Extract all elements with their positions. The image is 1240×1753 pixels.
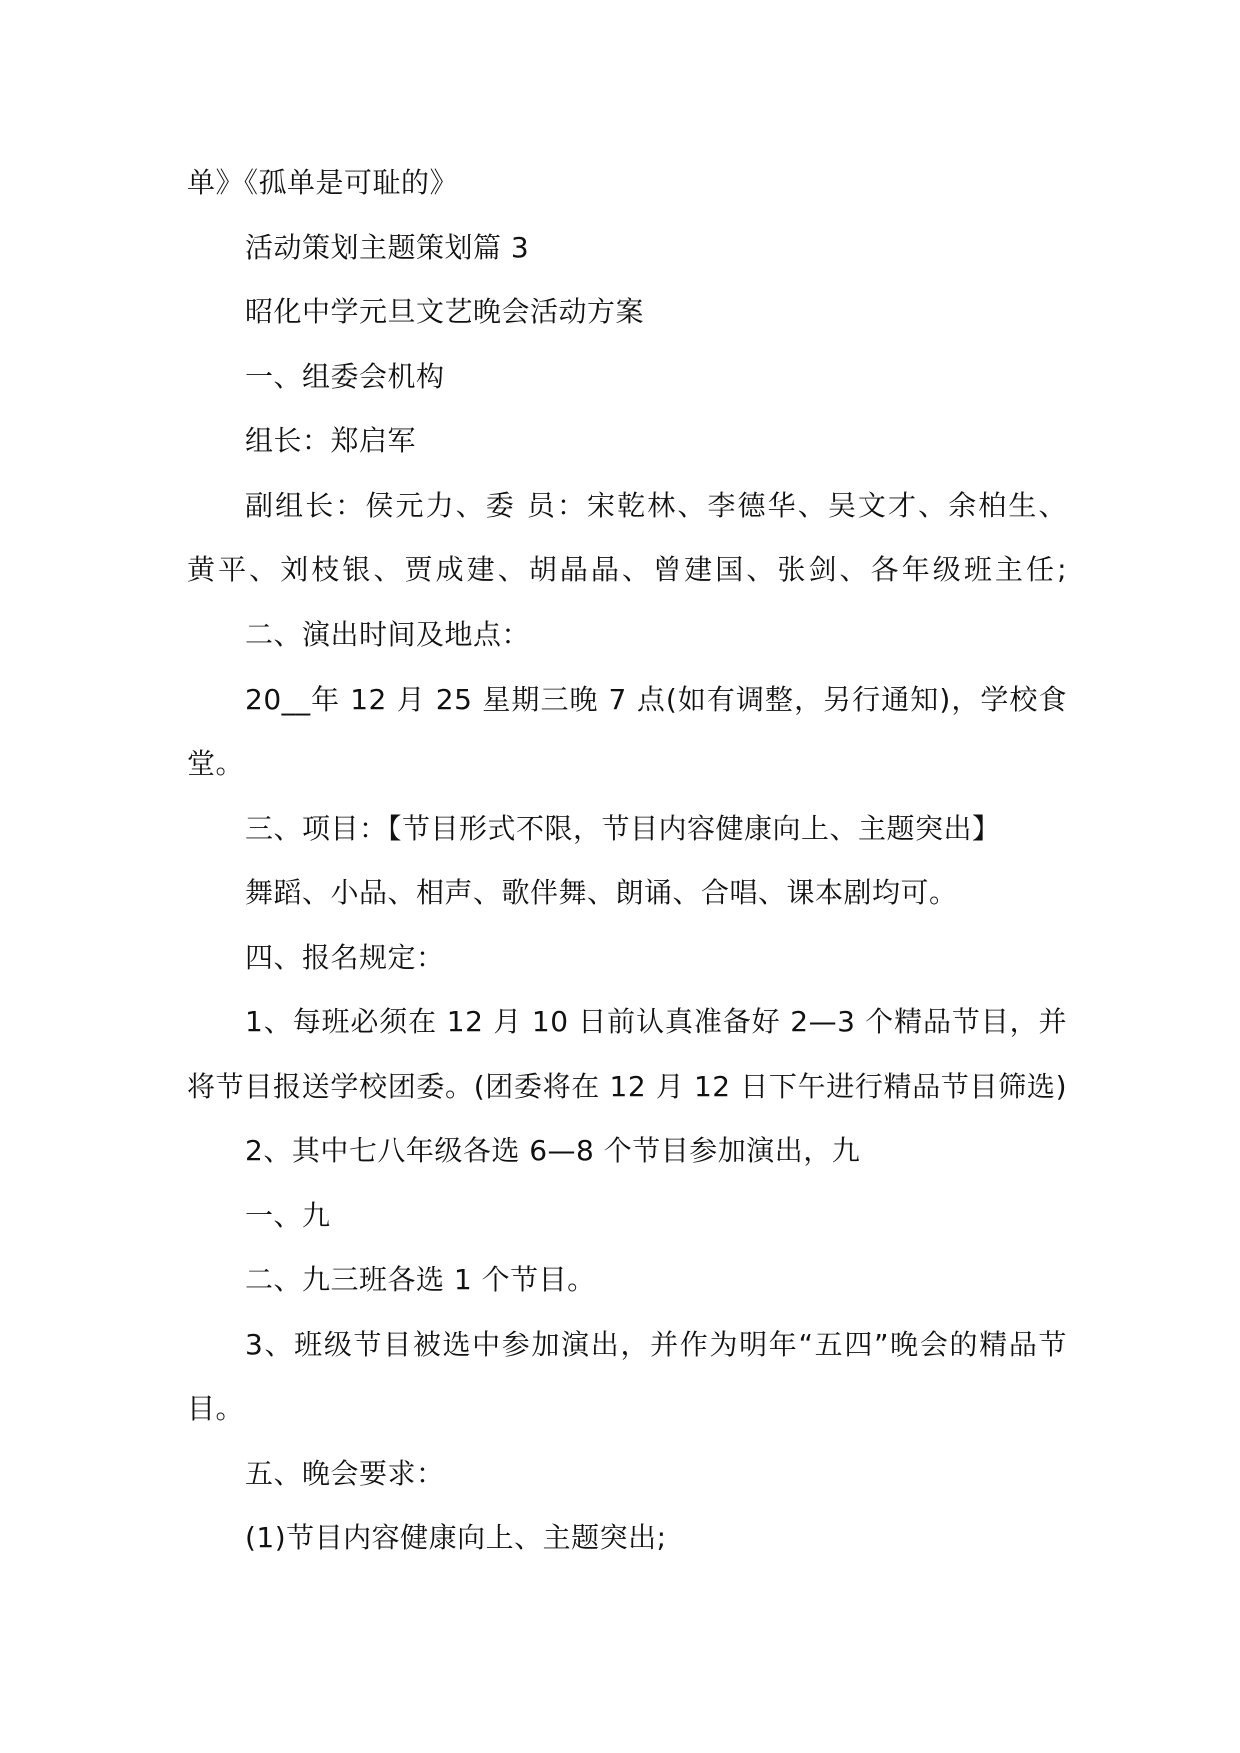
- section-heading: 四、报名规定：: [245, 941, 445, 974]
- text-line: 黄平、刘枝银、贾成建、胡晶晶、曾建国、张剑、各年级班主任;: [187, 553, 1067, 586]
- text-line: 堂。: [187, 747, 245, 780]
- text-line: 1、每班必须在 12 月 10 日前认真准备好 2—3 个精品节目，并: [245, 1005, 1067, 1038]
- text-line: 一、九: [245, 1199, 331, 1232]
- text-line: 组长：郑启军: [245, 424, 417, 457]
- text-line: 单》《孤单是可耻的》: [187, 166, 459, 199]
- section-heading: 五、晚会要求：: [245, 1457, 445, 1490]
- document-title: 昭化中学元旦文艺晚会活动方案: [245, 295, 645, 328]
- section-heading: 活动策划主题策划篇 3: [245, 231, 530, 264]
- text-line: 目。: [187, 1392, 245, 1425]
- section-heading: 三、项目：【节目形式不限，节目内容健康向上、主题突出】: [245, 812, 1001, 845]
- text-line: 20__年 12 月 25 星期三晚 7 点(如有调整，另行通知)，学校食: [245, 683, 1067, 716]
- text-line: (1)节目内容健康向上、主题突出;: [245, 1521, 667, 1554]
- text-line: 将节目报送学校团委。(团委将在 12 月 12 日下午进行精品节目筛选): [187, 1070, 1067, 1103]
- text-line: 3、班级节目被选中参加演出，并作为明年“五四”晚会的精品节: [245, 1328, 1067, 1361]
- text-line: 2、其中七八年级各选 6—8 个节目参加演出，九: [245, 1134, 861, 1167]
- section-heading: 二、演出时间及地点：: [245, 618, 531, 651]
- text-line: 舞蹈、小品、相声、歌伴舞、朗诵、合唱、课本剧均可。: [245, 876, 958, 909]
- section-heading: 一、组委会机构: [245, 360, 445, 393]
- text-line: 二、九三班各选 1 个节目。: [245, 1263, 596, 1296]
- text-line: 副组长：侯元力、委 员：宋乾林、李德华、吴文才、余柏生、: [245, 489, 1067, 522]
